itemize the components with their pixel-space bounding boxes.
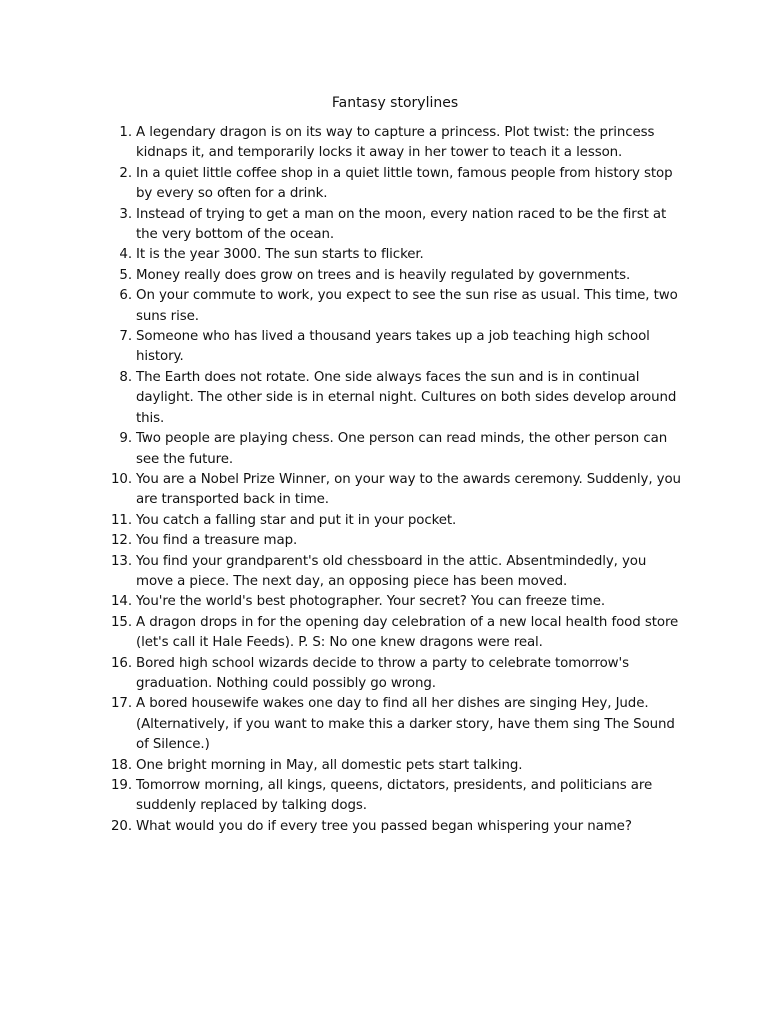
list-item xyxy=(110,613,685,654)
list-item xyxy=(110,552,685,593)
list-item-number: 12. xyxy=(111,533,132,549)
list-item xyxy=(110,511,685,531)
list-item-number: 17. xyxy=(111,696,132,712)
list-item xyxy=(110,368,685,429)
list-item-text: You're the world's best photographer. Your secret? You can freeze time. xyxy=(136,594,606,610)
list-item-number: 10. xyxy=(111,471,132,487)
list-item-text: Someone who has lived a thousand years takes up a job teaching high school history. xyxy=(136,329,650,365)
list-item-text: What would you do if every tree you passed began whispering your name? xyxy=(136,818,632,834)
list-item xyxy=(110,266,685,286)
list-item-text: One bright morning in May, all domestic pets start talking. xyxy=(136,757,523,773)
storyline-list xyxy=(110,123,685,837)
list-item-number: 20. xyxy=(111,818,132,834)
list-item xyxy=(110,327,685,368)
list-item xyxy=(110,286,685,327)
list-item xyxy=(110,245,685,265)
list-item-text: On your commute to work, you expect to see the sun rise as usual. This time, two suns rise. xyxy=(136,288,678,324)
list-item xyxy=(110,694,685,755)
list-item-number: 7. xyxy=(119,329,132,345)
list-item-number: 13. xyxy=(111,553,132,569)
list-item xyxy=(110,756,685,776)
list-item-text: The Earth does not rotate. One side always faces the sun and is in continual daylight. The other side is in eternal night. Cultures on both sides develop around this. xyxy=(136,369,677,426)
list-item-text: Instead of trying to get a man on the moon, every nation raced to be the first at the very bottom of the ocean. xyxy=(136,206,667,243)
list-item xyxy=(110,429,685,470)
list-item xyxy=(110,817,685,837)
list-item-text: You are a Nobel Prize Winner, on your way to the awards ceremony. Suddenly, you are transported back in time. xyxy=(136,471,681,508)
list-item-text: A bored housewife wakes one day to find all her dishes are singing Hey, Jude. (Alternatively, if you want to make this a darker story, have them sing The Sound of Silence.) xyxy=(136,696,675,753)
list-item-number: 6. xyxy=(119,288,132,304)
list-item xyxy=(110,164,685,205)
list-item-text: You catch a falling star and put it in your pocket. xyxy=(136,512,457,528)
list-item-number: 1. xyxy=(119,125,132,140)
list-item-number: 11. xyxy=(111,512,132,528)
list-item xyxy=(110,776,685,817)
list-item-text: Two people are playing chess. One person can read minds, the other person can see the future. xyxy=(136,431,668,467)
list-item-number: 15. xyxy=(111,614,132,630)
list-item-number: 2. xyxy=(119,165,132,181)
list-item-number: 19. xyxy=(111,778,132,793)
list-item-number: 14. xyxy=(111,594,132,610)
list-item-number: 4. xyxy=(119,247,132,263)
list-item-number: 8. xyxy=(119,369,132,385)
list-item-number: 9. xyxy=(119,431,132,447)
list-item-number: 16. xyxy=(111,655,132,671)
list-item-number: 18. xyxy=(111,757,132,773)
list-item-text: It is the year 3000. The sun starts to flicker. xyxy=(136,247,424,263)
list-item xyxy=(110,205,685,246)
list-item-text: Money really does grow on trees and is heavily regulated by governments. xyxy=(136,267,631,283)
list-item-number: 5. xyxy=(119,267,132,283)
list-item-number: 3. xyxy=(119,206,132,222)
list-item-text: A legendary dragon is on its way to capture a princess. Plot twist: the princess kidnaps it, and temporarily locks it away in her tower to teach it a lesson. xyxy=(136,125,655,161)
list-item-text: You find a treasure map. xyxy=(136,533,298,549)
list-item xyxy=(110,123,685,164)
list-item-text: In a quiet little coffee shop in a quiet little town, famous people from history stop by every so often for a drink. xyxy=(136,165,673,202)
document-title: Fantasy storylines xyxy=(331,95,459,111)
list-item-text: A dragon drops in for the opening day celebration of a new local health food store (let's call it Hale Feeds). P. S: No one knew dragons were real. xyxy=(136,614,679,651)
list-item xyxy=(110,592,685,612)
list-item xyxy=(110,470,685,511)
list-item-text: Bored high school wizards decide to throw a party to celebrate tomorrow's graduation. Nothing could possibly go wrong. xyxy=(136,655,629,691)
list-item xyxy=(110,654,685,695)
list-item-text: Tomorrow morning, all kings, queens, dictators, presidents, and politicians are suddenly replaced by talking dogs. xyxy=(136,778,653,814)
list-item xyxy=(110,531,685,551)
list-item-text: You find your grandparent's old chessboard in the attic. Absentmindedly, you move a piece. The next day, an opposing piece has been moved. xyxy=(136,553,647,589)
